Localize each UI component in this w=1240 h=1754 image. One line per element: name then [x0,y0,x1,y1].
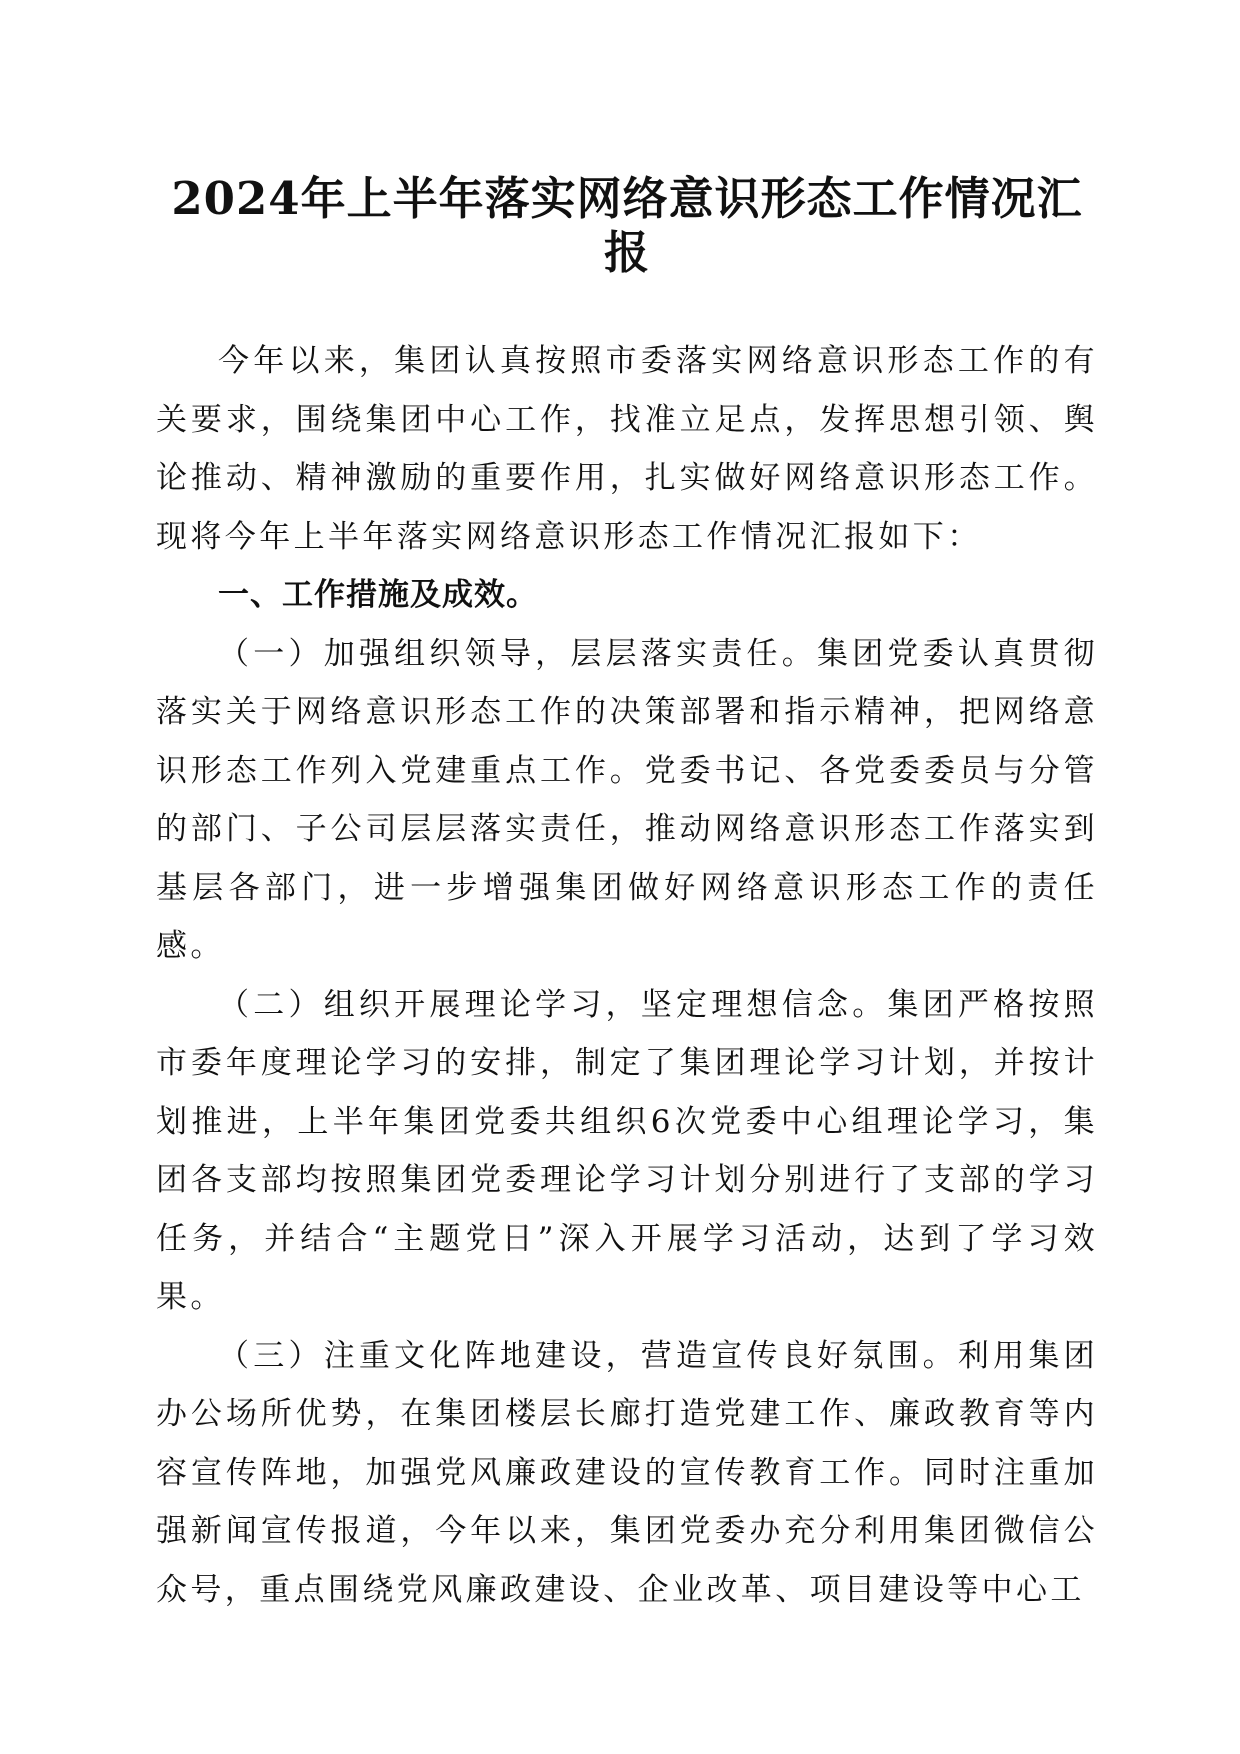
document-body [156,332,1098,1619]
document-title: 2024年上半年落实网络意识形态工作情况汇报 [171,172,1083,279]
intro-paragraph: 今年以来，集团认真按照市委落实网络意识形态工作的有关要求，围绕集团中心工作，找准立足点，发挥思想引领、舆论推动、精神激励的重要作用，扎实做好网络意识形态工作。现将今年上半年落实网络意识形态工作情况汇报如下： [156,343,1098,555]
paragraph-theory-study: （二）组织开展理论学习，坚定理想信念。集团严格按照市委年度理论学习的安排，制定了集团理论学习计划，并按计划推进，上半年集团党委共组织6次党委中心组理论学习，集团各支部均按照集团党委理论学习计划分别进行了支部的学习任务，并结合“主题党日”深入开展学习活动，达到了学习效果。 [156,986,1098,1315]
section-heading-measures: 一、工作措施及成效。 [218,577,538,613]
paragraph-organization-leadership: （一）加强组织领导，层层落实责任。集团党委认真贯彻落实关于网络意识形态工作的决策部署和指示精神，把网络意识形态工作列入党建重点工作。党委书记、各党委委员与分管的部门、子公司层层落实责任，推动网络意识形态工作落实到基层各部门，进一步增强集团做好网络意识形态工作的责任感。 [156,635,1098,964]
paragraph-culture-building: （三）注重文化阵地建设，营造宣传良好氛围。利用集团办公场所优势，在集团楼层长廊打造党建工作、廉政教育等内容宣传阵地，加强党风廉政建设的宣传教育工作。同时注重加强新闻宣传报道，今年以来，集团党委办充分利用集团微信公众号，重点围绕党风廉政建设、企业改革、项目建设等中心工 [156,1337,1098,1608]
